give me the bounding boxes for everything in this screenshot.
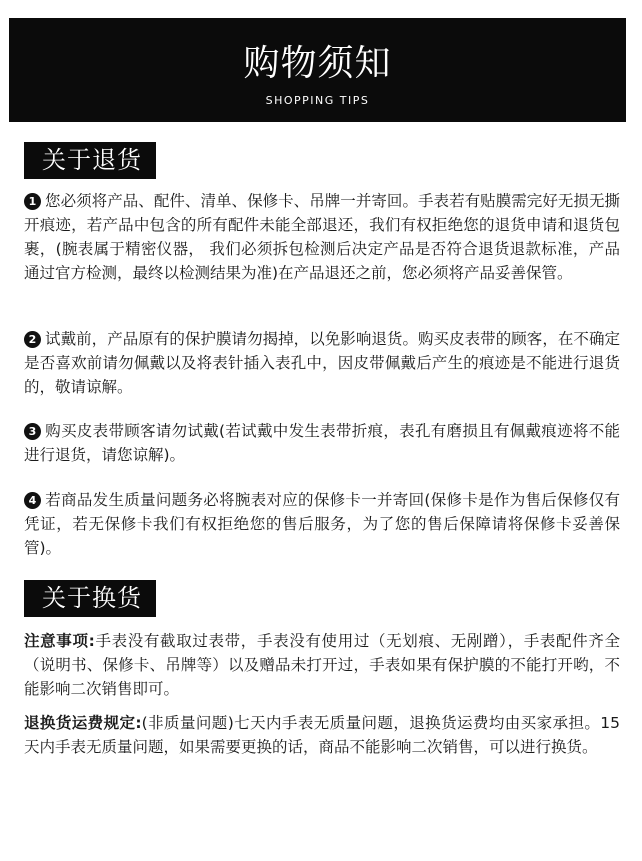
exchange-heading: 关于换货 [24, 580, 156, 617]
number-badge-3: 3 [24, 423, 41, 440]
number-badge-1: 1 [24, 193, 41, 210]
returns-item-1-text: 您必须将产品、配件、清单、保修卡、吊牌一并寄回。手表若有贴膜需完好无损无撕开痕迹，若产品中包含的所有配件未能全部退还，我们有权拒绝您的退货申请和退货包裹，(腕表属于精密仪器， 我们必须拆包检测后决定产品是否符合退货退款标准，产品通过官方检测，最终以检测结果为准)在产品退还之前，您必须将产品妥善保管。 [24, 192, 620, 282]
number-badge-2: 2 [24, 331, 41, 348]
notes-label: 注意事项: [24, 632, 95, 650]
returns-item-4-text: 若商品发生质量问题务必将腕表对应的保修卡一并寄回(保修卡是作为售后保修仅有凭证，若无保修卡我们有权拒绝您的售后服务，为了您的售后保障请将保修卡妥善保管)。 [24, 491, 620, 557]
returns-item-2-text: 试戴前，产品原有的保护膜请勿揭掉，以免影响退货。购买皮表带的顾客，在不确定是否喜欢前请勿佩戴以及将表针插入表孔中，因皮带佩戴后产生的痕迹是不能进行退货的，敬请谅解。 [24, 330, 620, 396]
page-title: 购物须知 [243, 43, 392, 84]
shipping-text: (非质量问题)七天内手表无质量问题，退换货运费均由买家承担。15天内手表无质量问题，如果需要更换的话，商品不能影响二次销售，可以进行换货。 [24, 714, 621, 756]
returns-heading: 关于退货 [24, 142, 156, 179]
number-badge-4: 4 [24, 492, 41, 509]
returns-item-3-text: 购买皮表带顾客请勿试戴(若试戴中发生表带折痕，表孔有磨损且有佩戴痕迹将不能进行退货，请您谅解)。 [24, 422, 620, 464]
header-banner [9, 18, 626, 122]
exchange-shipping [24, 711, 620, 759]
returns-item-4 [24, 488, 620, 560]
exchange-notes [24, 629, 620, 701]
returns-item-2 [24, 327, 620, 399]
returns-item-1 [24, 189, 620, 285]
shipping-label: 退换货运费规定: [24, 714, 142, 732]
page-subtitle: SHOPPING TIPS [265, 94, 370, 107]
notes-text: 手表没有截取过表带，手表没有使用过（无划痕、无剐蹭），手表配件齐全（说明书、保修卡、吊牌等）以及赠品未打开过，手表如果有保护膜的不能打开哟，不能影响二次销售即可。 [24, 632, 620, 698]
returns-item-3 [24, 419, 620, 467]
